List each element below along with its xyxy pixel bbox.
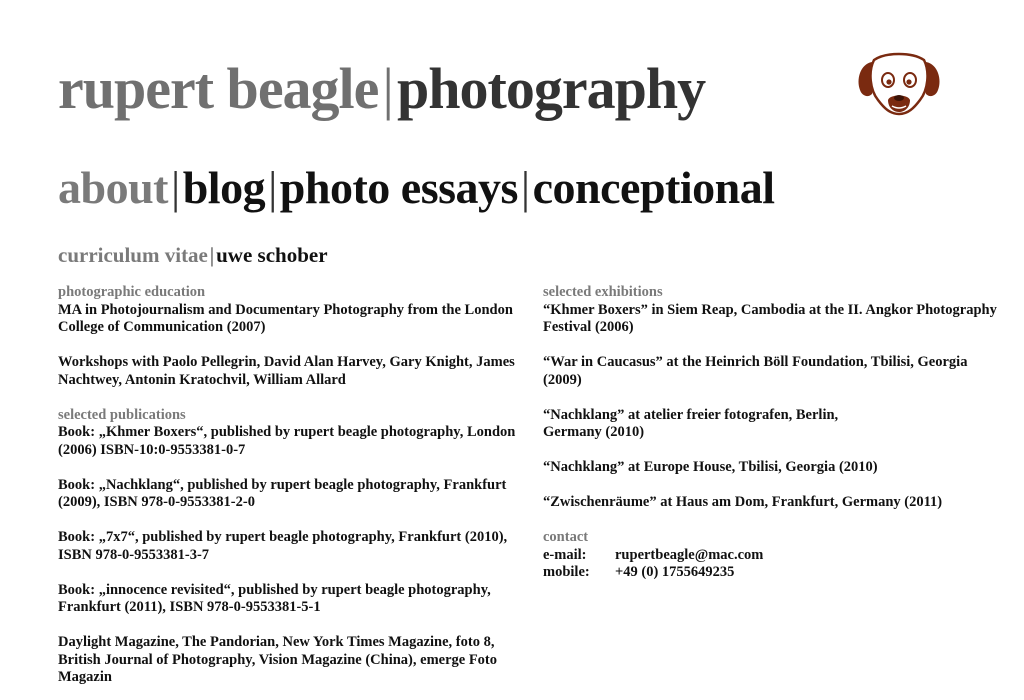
site-section: photography — [397, 56, 706, 121]
email-label: e-mail: — [543, 546, 587, 563]
exhibition-item: “Khmer Boxers” in Siem Reap, Cambodia at the II. Angkor Photography Festival (2006) — [543, 301, 997, 335]
contact-heading: contact — [543, 529, 589, 545]
education-heading: photographic education — [58, 284, 206, 300]
exhibition-item: “Nachklang” at Europe House, Tbilisi, Georgia (2010) — [543, 459, 878, 475]
exhibition-item: “Nachklang” at atelier freier fotografen, Berlin, Germany (2010) — [543, 406, 839, 440]
publication-item: Daylight Magazine, The Pandorian, New York Times Magazine, foto 8, British Journal of Photography, Vision Magazine (China), emerge Foto Magazin — [58, 634, 498, 685]
nav-separator: | — [268, 162, 277, 213]
right-column — [543, 284, 1003, 586]
email-link[interactable]: rupertbeagle@mac.com — [615, 546, 764, 563]
site-name: rupert beagle — [58, 56, 379, 121]
education-item: Workshops with Paolo Pellegrin, David Alan Harvey, Gary Knight, James Nachtwey, Antonin Kratochvil, William Allard — [58, 354, 515, 388]
education-section — [58, 284, 518, 389]
exhibitions-section — [543, 284, 1003, 512]
site-title — [58, 54, 705, 124]
publications-section — [58, 407, 518, 687]
publication-item: Book: „innocence revisited“, published by rupert beagle photography, Frankfurt (2011), ISBN 978-0-9553381-5-1 — [58, 581, 491, 615]
contact-mobile-row — [543, 564, 1003, 582]
exhibition-item: “Zwischenräume” at Haus am Dom, Frankfurt, Germany (2011) — [543, 494, 943, 510]
main-nav — [58, 158, 775, 218]
subnav-person-name: uwe schober — [216, 243, 328, 267]
nav-link-conceptional[interactable]: conceptional — [532, 162, 775, 213]
nav-link-about[interactable]: about — [58, 162, 168, 213]
subnav-link-curriculum-vitae[interactable]: curriculum vitae — [58, 243, 208, 267]
publication-item: Book: „7x7“, published by rupert beagle photography, Frankfurt (2010), ISBN 978-0-9553381-3-7 — [58, 529, 508, 563]
subnav-separator: | — [209, 243, 215, 267]
exhibition-item: “War in Caucasus” at the Heinrich Böll Foundation, Tbilisi, Georgia (2009) — [543, 354, 968, 388]
contact-section — [543, 529, 1003, 582]
education-item: MA in Photojournalism and Documentary Photography from the London College of Communication (2007) — [58, 301, 513, 335]
publications-heading: selected publications — [58, 406, 186, 423]
contact-email-row — [543, 547, 1003, 565]
nav-link-photo-essays[interactable]: photo essays — [279, 162, 518, 213]
sub-nav — [58, 241, 328, 269]
title-separator: | — [382, 56, 394, 121]
publication-item: Book: „Nachklang“, published by rupert beagle photography, Frankfurt (2009), ISBN 978-0-9553381-2-0 — [58, 476, 507, 510]
left-column — [58, 284, 518, 691]
nav-separator: | — [170, 162, 180, 213]
mobile-label: mobile: — [543, 564, 590, 580]
publication-item: Book: „Khmer Boxers“, published by rupert beagle photography, London (2006) ISBN-10:0-9553381-0-7 — [58, 424, 516, 458]
nav-separator: | — [520, 162, 530, 213]
nav-link-blog[interactable]: blog — [182, 162, 266, 213]
beagle-dog-face-icon[interactable] — [852, 50, 946, 120]
exhibitions-heading: selected exhibitions — [543, 284, 663, 300]
mobile-number: +49 (0) 1755649235 — [615, 564, 735, 580]
